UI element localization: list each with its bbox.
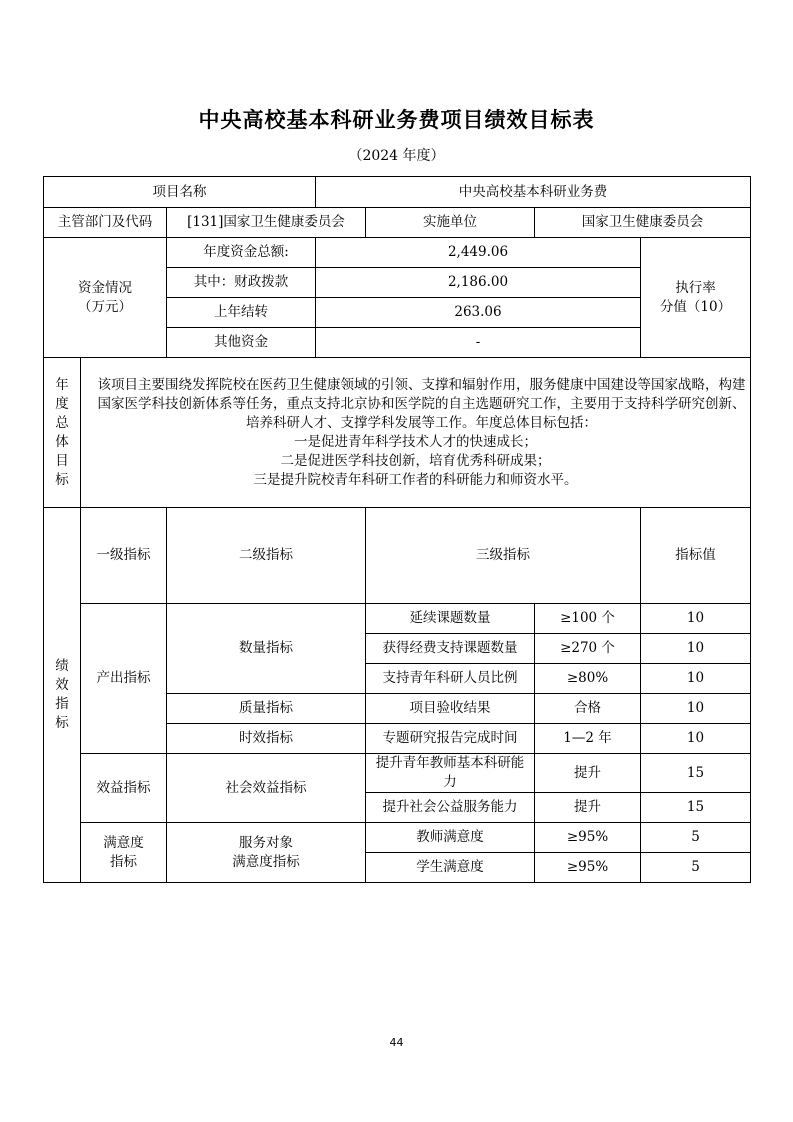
annual-goal-text	[81, 358, 751, 508]
indicator-name: 延续课题数量	[366, 604, 535, 634]
dept-label: 主管部门及代码	[44, 208, 167, 238]
funds-carryover-label: 上年结转	[167, 298, 316, 328]
indicator-name: 学生满意度	[366, 853, 535, 883]
indicator-name: 教师满意度	[366, 823, 535, 853]
indicator-weight: 10	[641, 724, 751, 754]
header-value: 指标值	[641, 508, 751, 604]
header-level2: 二级指标	[167, 508, 366, 604]
page-subtitle: （2024 年度）	[348, 148, 445, 164]
goal-item-3: 三是提升院校青年科研工作者的科研能力和师资水平。	[253, 471, 578, 488]
indicator-value: ≥95%	[535, 823, 641, 853]
goal-item-1: 一是促进青年科学技术人才的快速成长；	[294, 433, 537, 450]
exec-rate-label	[641, 238, 751, 358]
indicator-weight: 15	[641, 793, 751, 823]
indicator-value: ≥270 个	[535, 634, 641, 664]
impl-unit-value: 国家卫生健康委员会	[535, 208, 751, 238]
indicator-value: ≥100 个	[535, 604, 641, 634]
funds-label-line2: （万元）	[78, 298, 132, 315]
funds-carryover-value: 263.06	[316, 298, 641, 328]
funds-label	[44, 238, 167, 358]
quantity-indicator-label: 数量指标	[167, 604, 366, 694]
funds-other-value: -	[316, 328, 641, 358]
output-indicator-label: 产出指标	[81, 604, 167, 754]
indicator-weight: 10	[641, 694, 751, 724]
funds-fiscal-label: 其中：财政拨款	[167, 268, 316, 298]
table-row	[44, 604, 751, 634]
performance-goal-table	[43, 176, 751, 883]
indicator-weight: 15	[641, 754, 751, 793]
indicator-name: 项目验收结果	[366, 694, 535, 724]
table-row	[44, 754, 751, 793]
header-level1: 一级指标	[81, 508, 167, 604]
indicator-value: ≥80%	[535, 664, 641, 694]
funds-other-label: 其他资金	[167, 328, 316, 358]
project-name-value: 中央高校基本科研业务费	[316, 177, 751, 208]
indicator-weight: 5	[641, 853, 751, 883]
indicator-name: 支持青年科研人员比例	[366, 664, 535, 694]
exec-rate-line1: 执行率	[675, 279, 716, 296]
goal-item-2: 二是促进医学科技创新，培育优秀科研成果；	[280, 452, 551, 469]
header-level3: 三级指标	[366, 508, 641, 604]
indicator-value: 提升	[535, 754, 641, 793]
impl-unit-label: 实施单位	[366, 208, 535, 238]
funds-total-label: 年度资金总额:	[167, 238, 316, 268]
table-row	[44, 823, 751, 853]
indicator-value: ≥95%	[535, 853, 641, 883]
goal-paragraph: 该项目主要围绕发挥院校在医药卫生健康领域的引领、支撑和辐射作用，服务健康中国建设等国家战略，构建国家医学科技创新体系等任务，重点支持北京协和医学院的自主选题研究工作，主要用于支持科学研究创新、培养科研人才、支撑学科发展等工作。年度总体目标包括：	[97, 376, 746, 431]
indicators-label: 绩 效 指 标	[44, 508, 81, 883]
project-name-label: 项目名称	[44, 177, 316, 208]
indicator-value: 提升	[535, 793, 641, 823]
indicator-value: 1—2 年	[535, 724, 641, 754]
indicator-name: 获得经费支持课题数量	[366, 634, 535, 664]
indicator-weight: 10	[641, 634, 751, 664]
timeliness-indicator-label: 时效指标	[167, 724, 366, 754]
funds-label-line1: 资金情况	[78, 279, 132, 296]
indicator-weight: 5	[641, 823, 751, 853]
social-benefit-label: 社会效益指标	[167, 754, 366, 823]
indicator-weight: 10	[641, 664, 751, 694]
indicator-value: 合格	[535, 694, 641, 724]
satisfaction-indicator-label: 满意度 指标	[81, 823, 167, 883]
benefit-indicator-label: 效益指标	[81, 754, 167, 823]
indicator-weight: 10	[641, 604, 751, 634]
quality-indicator-label: 质量指标	[167, 694, 366, 724]
indicator-name: 提升青年教师基本科研能力	[366, 754, 535, 793]
annual-goal-label: 年 度 总 体 目 标	[44, 358, 81, 508]
exec-rate-line2: 分值（10）	[659, 298, 732, 315]
funds-fiscal-value: 2,186.00	[316, 268, 641, 298]
service-satisfaction-label: 服务对象 满意度指标	[167, 823, 366, 883]
page-title: 中央高校基本科研业务费项目绩效目标表	[198, 108, 595, 132]
page-number: 44	[389, 1036, 404, 1049]
indicator-name: 专题研究报告完成时间	[366, 724, 535, 754]
funds-total-value: 2,449.06	[316, 238, 641, 268]
indicator-name: 提升社会公益服务能力	[366, 793, 535, 823]
dept-value: [131]国家卫生健康委员会	[167, 208, 366, 238]
